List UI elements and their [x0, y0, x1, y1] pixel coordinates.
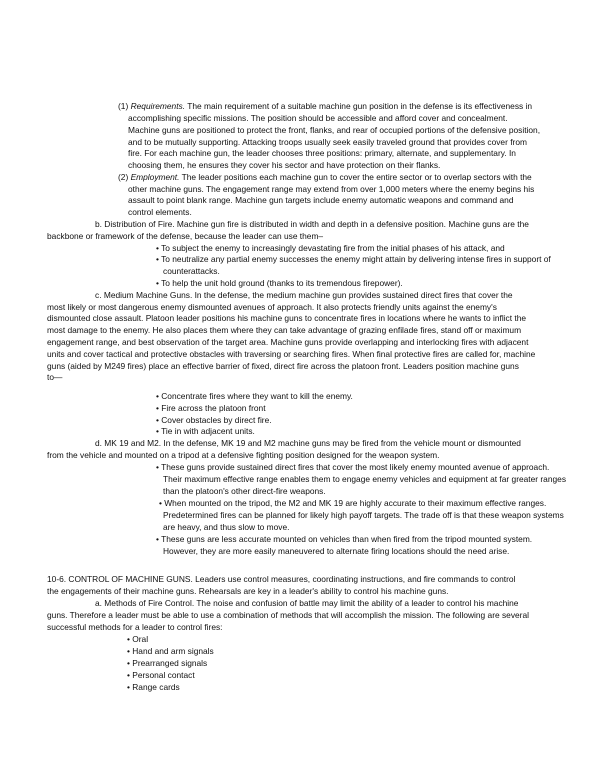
distribution-bullet-0: • To subject the enemy to increasingly devastating fire from the initial phases of his attack, and [156, 243, 505, 253]
methods-bullet-3: • Personal contact [127, 670, 195, 680]
medium-line-6: guns (aided by M249 fires) place an effective barrier of fixed, direct fire across the platoon front. Leaders position machine guns [47, 361, 519, 371]
requirements-title: Requirements. [130, 101, 186, 111]
distribution-line-0: b. Distribution of Fire. Machine gun fire is distributed in width and depth in a defensive position. Machine guns are the [95, 219, 529, 229]
employment-text-0: The leader positions each machine gun to cover the entire sector or to overlap sectors with the [179, 172, 532, 182]
employment-title: Employment. [130, 172, 180, 182]
requirements-line-3: and to be mutually supporting. Attacking troops usually seek easily traveled ground that provides cover from [128, 137, 527, 147]
medium-line-1: most likely or most dangerous enemy dismounted avenues of approach. It also protects friendly units against the enemy's [47, 302, 497, 312]
requirements-text-0: The main requirement of a suitable machine gun position in the defense is its effectiveness in [185, 101, 533, 111]
methods-line-1: guns. Therefore a leader must be able to use a combination of methods that will accomplish the mission. The following are several [47, 610, 529, 620]
requirements-line-1: accomplishing specific missions. The position should be accessible and afford cover and concealment. [128, 113, 508, 123]
methods-bullet-0: • Oral [127, 634, 149, 644]
distribution-bullet-2: • To help the unit hold ground (thanks to its tremendous firepower). [156, 278, 403, 288]
mk19-bullet-0-cont-a: Their maximum effective range enables them to engage enemy vehicles and equipment at far greater ranges [163, 474, 567, 484]
employment-line-1: other machine guns. The engagement range may extend from over 1,000 meters where the enemy begins his [128, 184, 535, 194]
section-heading-line-1: the engagements of their machine guns. Rehearsals are key in a leader's ability to control his machine guns. [47, 586, 449, 596]
mk19-line-1: from the vehicle and mounted on a tripod at a defensive fighting position designed for the weapon system. [47, 450, 440, 460]
distribution-line-1: backbone or framework of the defense, because the leader can use them– [47, 231, 324, 241]
medium-line-0: c. Medium Machine Guns. In the defense, the medium machine gun provides sustained direct fires that cover the [95, 290, 513, 300]
medium-line-4: engagement range, and best observation of the target area. Machine guns provide overlapping and interlocking fires with adjacent [47, 337, 529, 347]
methods-bullet-4: • Range cards [127, 682, 180, 692]
mk19-bullet-1-cont-b: are heavy, and thus slow to move. [163, 522, 290, 532]
mk19-bullet-2-cont: However, they are more easily maneuvered to alternate firing locations should the need arise. [163, 546, 510, 556]
employment-line-2: assault to point blank range. Machine gun targets include enemy automatic weapons and command and [128, 195, 514, 205]
section-heading-line-0: 10-6. CONTROL OF MACHINE GUNS. Leaders use control measures, coordinating instructions, and fire commands to control [47, 574, 516, 584]
distribution-bullet-1-cont: counterattacks. [163, 266, 220, 276]
requirements-line-0 [118, 101, 532, 112]
medium-line-2: dismounted close assault. Platoon leader positions his machine guns to concentrate fires in locations where he wants to inflict the [47, 313, 527, 323]
methods-bullet-2: • Prearranged signals [127, 658, 208, 668]
medium-line-3: most damage to the enemy. He also places them where they can take advantage of grazing enfilade fires, stand off or maximum [47, 325, 522, 335]
methods-line-2: successful methods for a leader to control fires: [47, 622, 223, 632]
mk19-bullet-1-cont-a: Predetermined fires can be planned for likely high payoff targets. The trade off is that these weapon systems [163, 510, 564, 520]
requirements-line-2: Machine guns are positioned to protect the front, flanks, and rear of occupied portions of the defensive position, [128, 125, 541, 135]
requirements-line-4: fire. For each machine gun, the leader chooses three positions: primary, alternate, and supplementary. In [128, 148, 516, 158]
medium-bullet-2: • Cover obstacles by direct fire. [156, 415, 272, 425]
mk19-bullet-1: • When mounted on the tripod, the M2 and MK 19 are highly accurate to their maximum effective ranges. [159, 498, 547, 508]
mk19-bullet-0: • These guns provide sustained direct fires that cover the most likely enemy mounted avenue of approach. [156, 462, 550, 472]
mk19-line-0: d. MK 19 and M2. In the defense, MK 19 and M2 machine guns may be fired from the vehicle mount or dismounted [95, 438, 521, 448]
medium-bullet-3: • Tie in with adjacent units. [156, 426, 255, 436]
mk19-bullet-0-cont-b: than the platoon's other direct-fire weapons. [163, 486, 326, 496]
methods-bullet-1: • Hand and arm signals [127, 646, 214, 656]
mk19-bullet-2: • These guns are less accurate mounted on vehicles than when fired from the tripod mounted system. [156, 534, 533, 544]
employment-label: (2) [118, 172, 129, 182]
requirements-label: (1) [118, 101, 129, 111]
employment-line-3: control elements. [128, 207, 192, 217]
distribution-bullet-1: • To neutralize any partial enemy successes the enemy might attain by delivering intense fires in support of [156, 254, 551, 264]
medium-bullet-1: • Fire across the platoon front [156, 403, 266, 413]
medium-line-7: to— [47, 372, 63, 382]
requirements-line-5: choosing them, he ensures they cover his sector and have protection on their flanks. [128, 160, 441, 170]
employment-line-0 [118, 172, 532, 183]
methods-line-0: a. Methods of Fire Control. The noise and confusion of battle may limit the ability of a leader to control his machine [95, 598, 519, 608]
medium-bullet-0: • Concentrate fires where they want to kill the enemy. [156, 391, 353, 401]
medium-line-5: units and cover tactical and protective obstacles with traversing or searching fires. When final protective fires are called for, machine [47, 349, 536, 359]
